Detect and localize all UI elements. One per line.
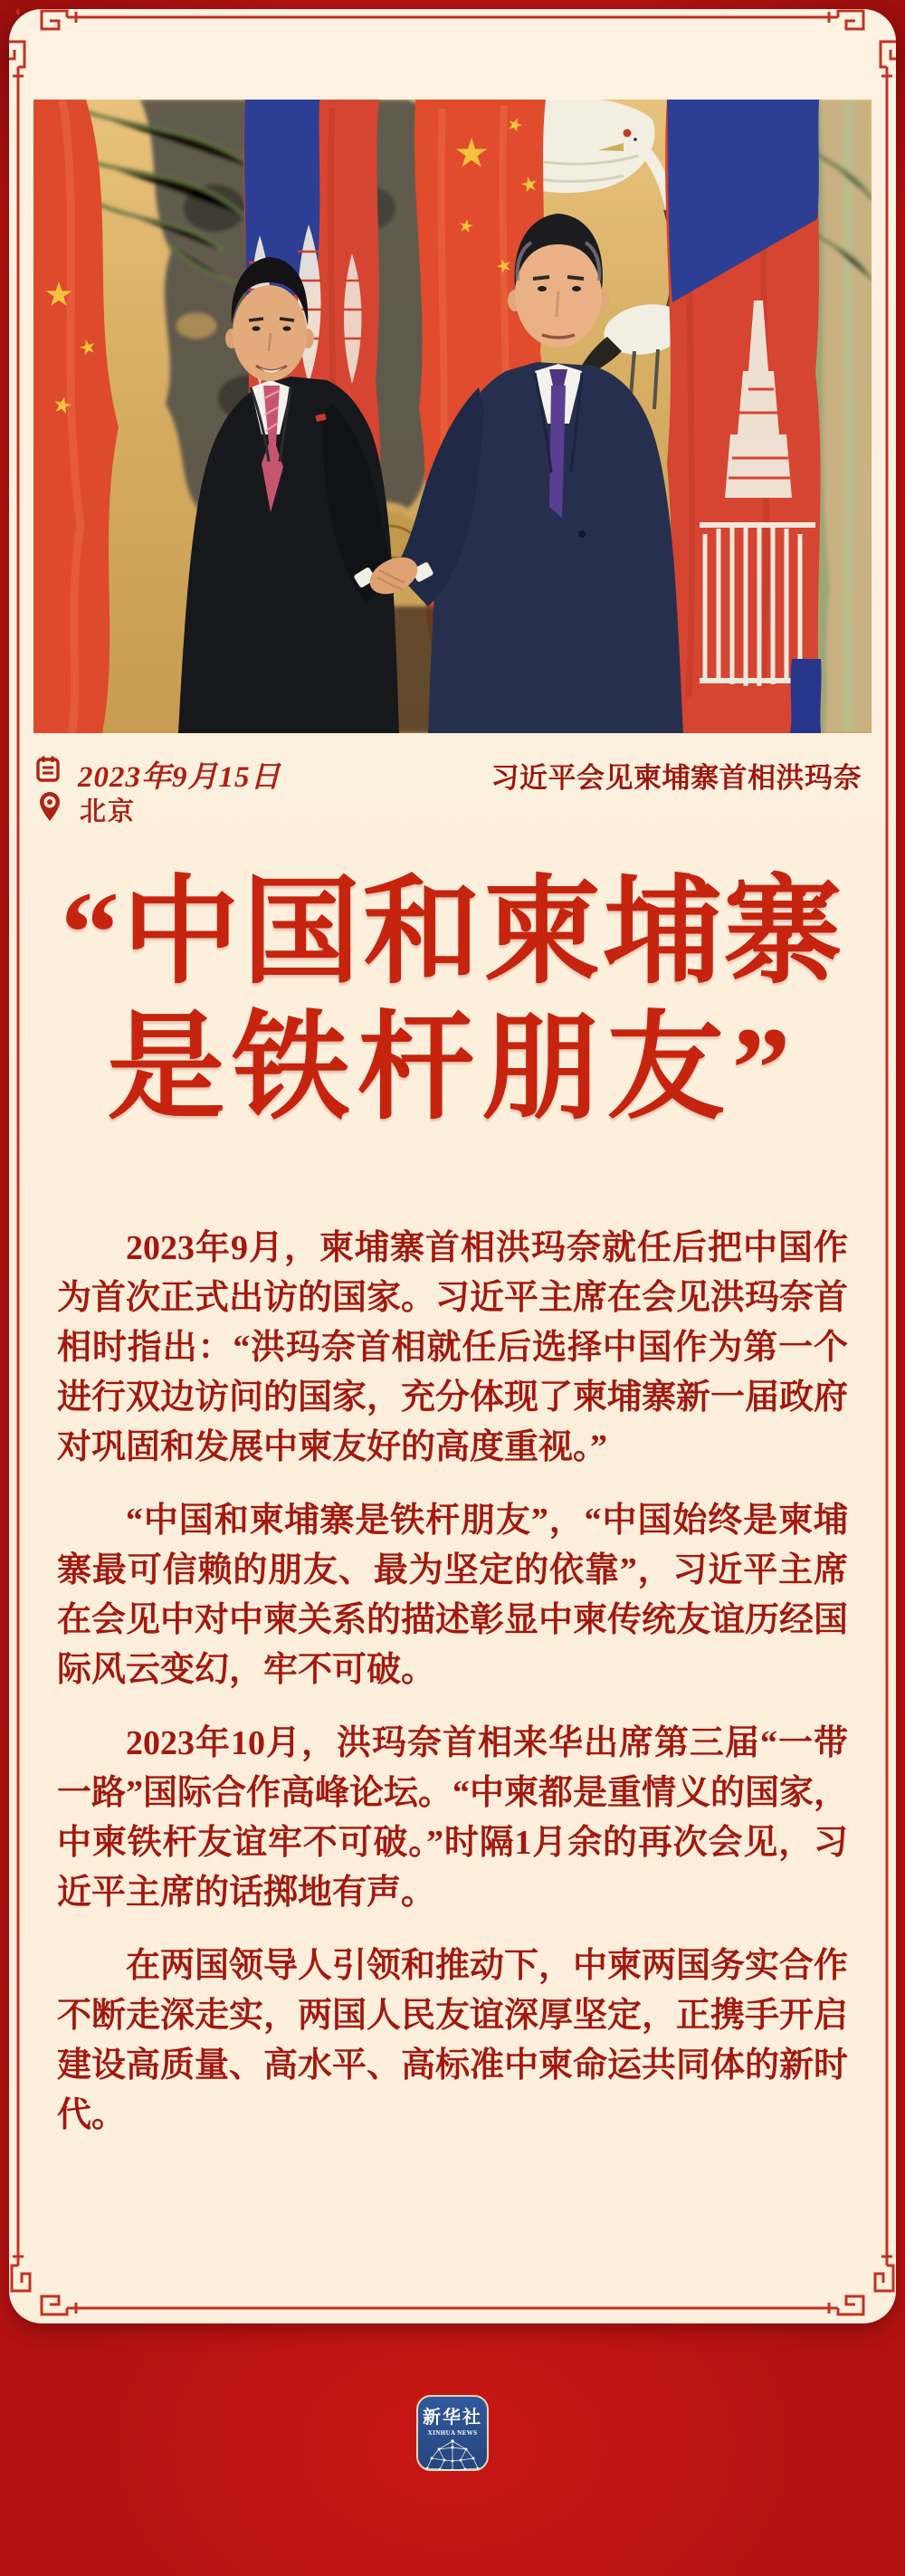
- paragraph: “中国和柬埔寨是铁杆朋友”，“中国始终是柬埔寨最可信赖的朋友、最为坚定的依靠”，习近平主席在会见中对中柬关系的描述彰显中柬传统友谊历经国际风云变幻，牢不可破。: [57, 1502, 849, 1689]
- location-label: 北京: [80, 797, 137, 826]
- headline-line2: 是铁杆朋友”: [107, 1004, 798, 1134]
- paragraph: 2023年10月，洪玛奈首相来华出席第三届“一带一路”国际合作高峰论坛。“中柬都是重情义的国家，中柬铁杆友谊牢不可破。”时隔1月余的再次会见，习近平主席的话掷地有声。: [57, 1724, 849, 1912]
- xinhua-logo-english: XINHUA NEWS: [427, 2429, 478, 2437]
- headline-line1: “中国和柬埔寨: [60, 868, 844, 998]
- paragraph: 2023年9月，柬埔寨首相洪玛奈就任后把中国作为首次正式出访的国家。习近平主席在会见洪玛奈首相时指出：“洪玛奈首相就任后选择中国作为第一个进行双边访问的国家，充分体现了柬埔寨新一届政府对巩固和发展中柬友好的高度重视。”: [57, 1229, 849, 1466]
- headline: [9, 865, 896, 1137]
- photo-caption: 习近平会见柬埔寨首相洪玛奈: [491, 762, 862, 794]
- location-pin-icon: [39, 791, 61, 822]
- date-label: 2023年9月15日: [78, 761, 281, 794]
- xinhua-network-globe-icon: [424, 2438, 481, 2471]
- xinhua-logo-chinese: 新华社: [423, 2408, 482, 2428]
- calendar-icon: [36, 755, 60, 782]
- xinhua-logo: [416, 2395, 489, 2471]
- content-card: [9, 9, 896, 2323]
- cambodia-flag-right: [665, 100, 822, 733]
- paragraph: 在两国领导人引领和推动下，中柬两国务实合作不断走深走实，两国人民友谊深厚坚定，正携手开启建设高质量、高水平、高标准中柬命运共同体的新时代。: [57, 1947, 849, 2134]
- meeting-photo: [33, 100, 872, 733]
- article-body: [57, 1224, 848, 2164]
